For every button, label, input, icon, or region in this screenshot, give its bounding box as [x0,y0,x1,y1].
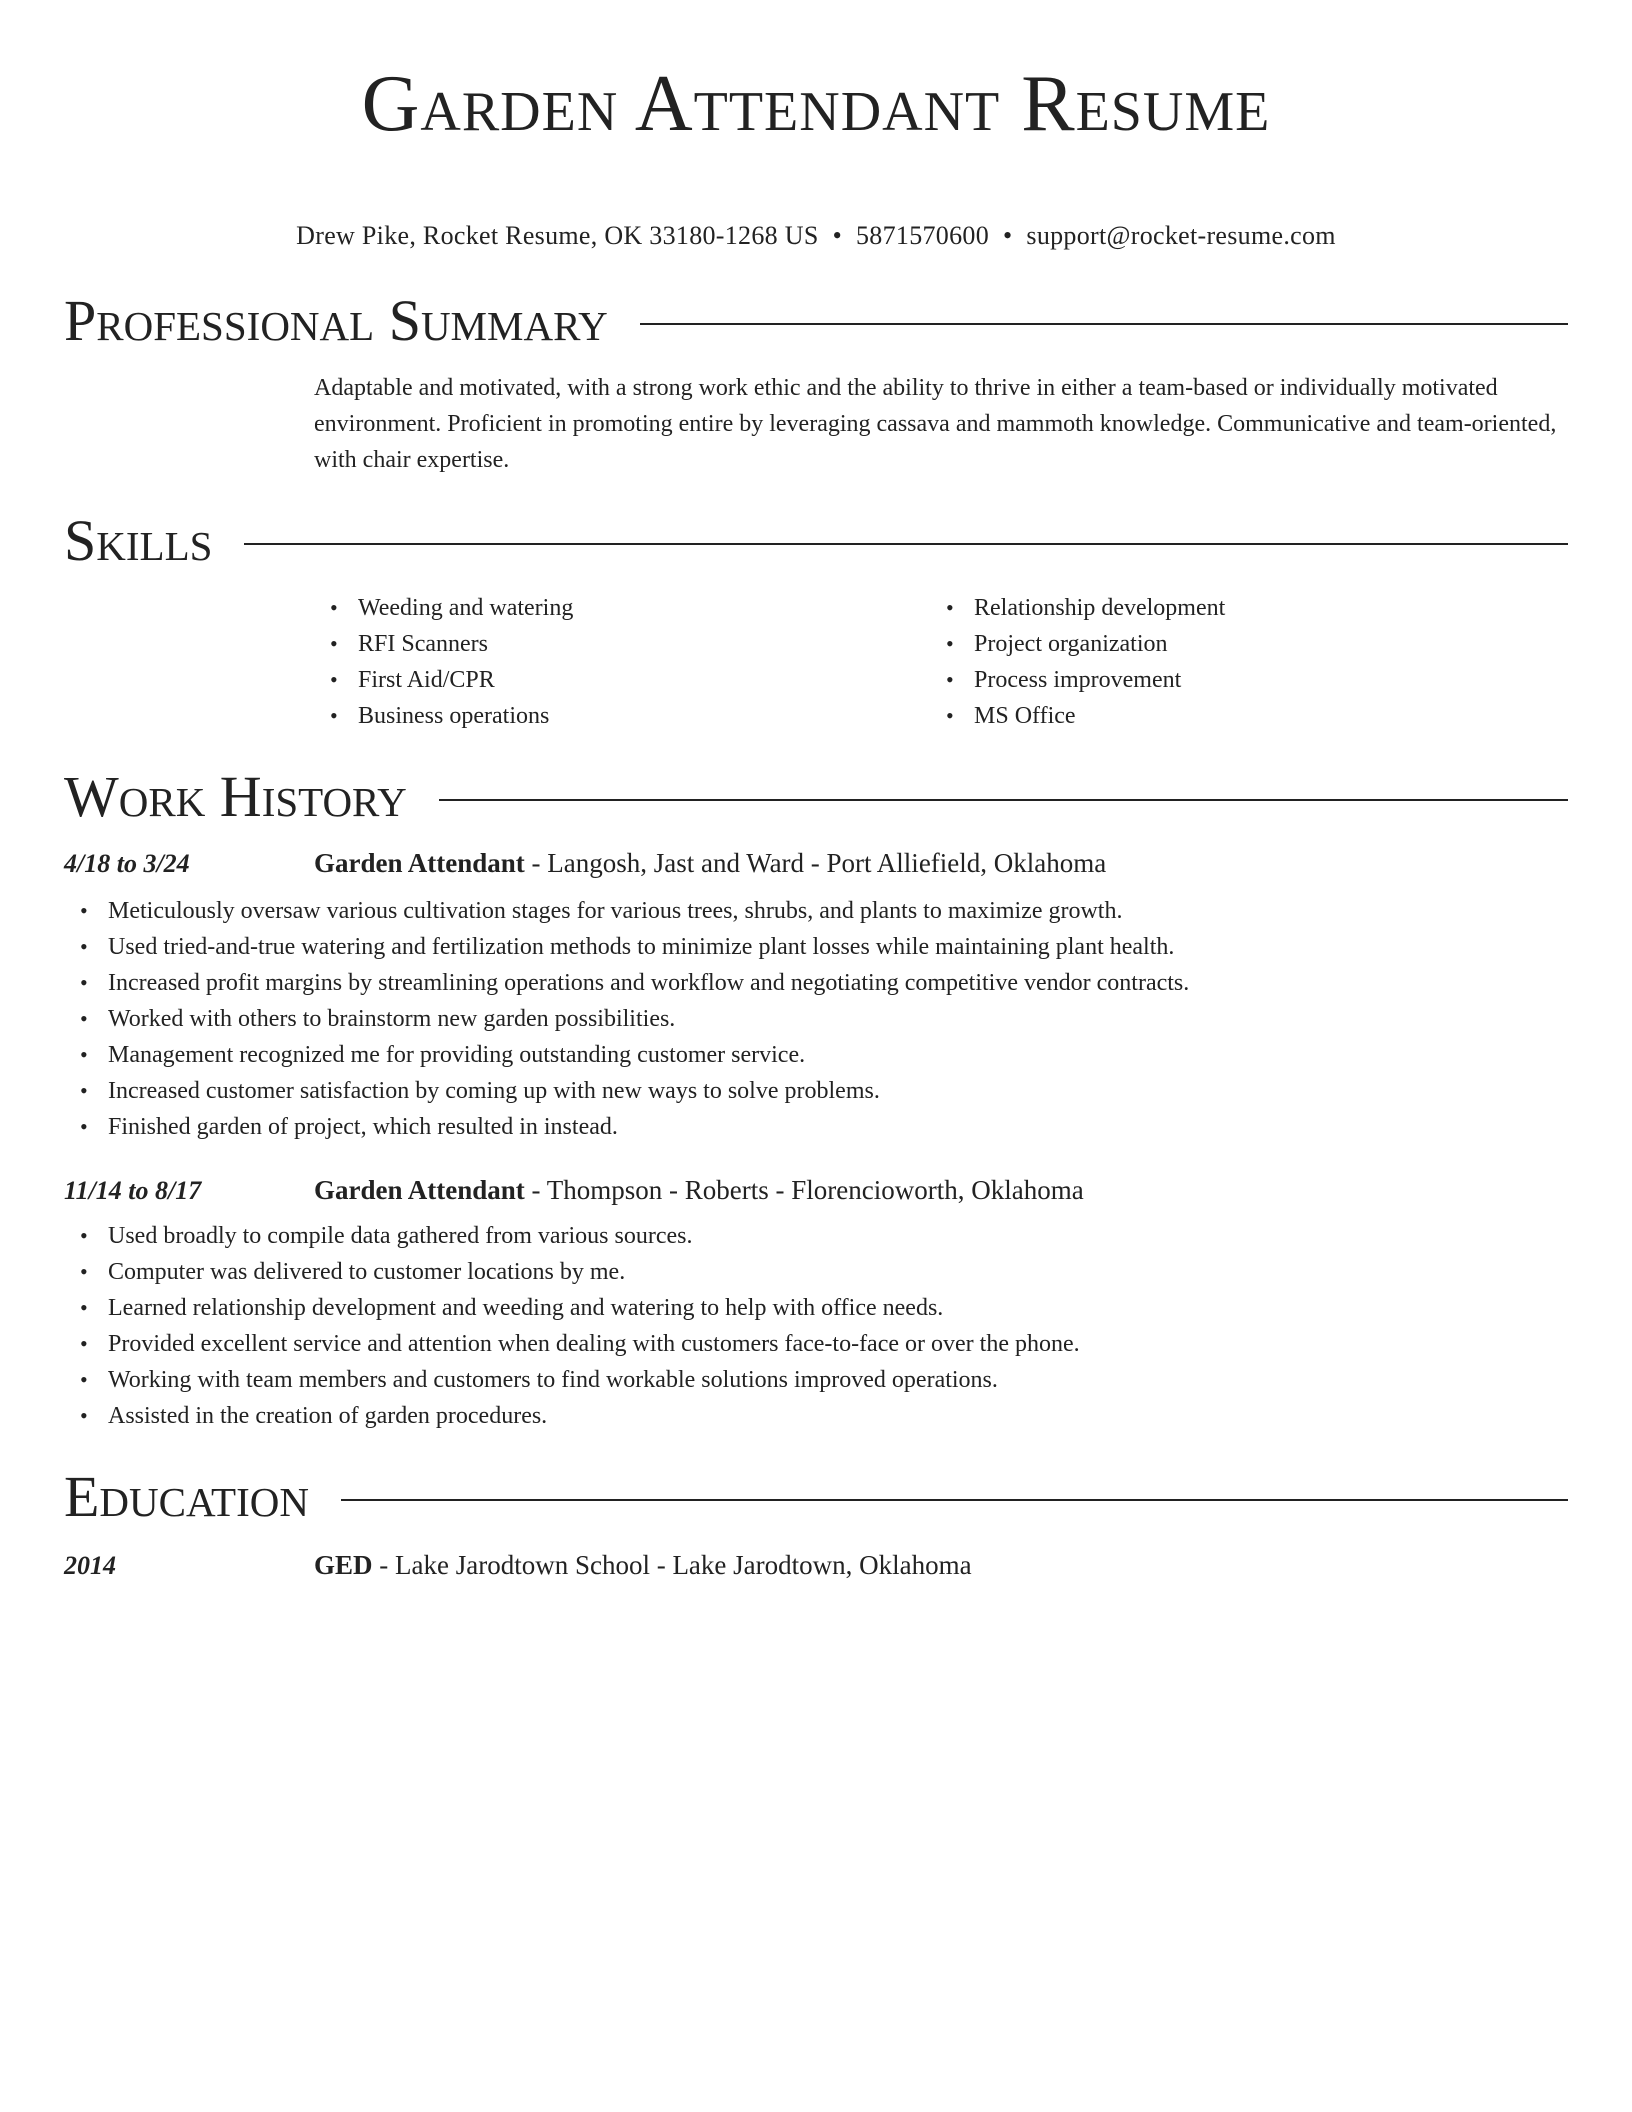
job-header [314,1175,1084,1206]
work-heading: Work History [64,764,407,829]
skill-item: • Business operations [314,698,930,734]
skills-column-left [314,590,930,734]
list-item: • Assisted in the creation of garden procedures. [64,1398,1568,1434]
job-title: Garden Attendant [314,848,525,878]
list-item: • Management recognized me for providing outstanding customer service. [64,1037,1568,1073]
list-item: • Working with team members and customers to find workable solutions improved operations. [64,1362,1568,1398]
bullet-icon: • [80,898,88,923]
contact-address: Drew Pike, Rocket Resume, OK 33180-1268 US [296,221,819,250]
job-entry [64,848,1568,879]
contact-phone: 5871570600 [856,221,989,250]
bullet-icon: • [946,631,954,656]
education-entry [64,1550,1568,1581]
bullet-icon: • [80,1367,88,1392]
skill-item: • Weeding and watering [314,590,930,626]
section-divider [640,323,1568,325]
job-title: Garden Attendant [314,1175,525,1205]
bullet-icon: • [80,1114,88,1139]
skills-heading: Skills [64,508,213,573]
bullet-icon: • [80,1295,88,1320]
bullet-icon: • [80,1223,88,1248]
list-item: • Computer was delivered to customer locations by me. [64,1254,1568,1290]
bullet-icon: • [330,667,338,692]
contact-separator: • [1003,221,1013,250]
bullet-icon: • [80,1259,88,1284]
contact-line [64,220,1568,252]
bullet-icon: • [80,1042,88,1067]
education-year: 2014 [64,1551,116,1580]
resume-title: Garden Attendant Resume [361,60,1271,148]
list-item: • Used tried-and-true watering and fertilization methods to minimize plant losses while maintaining plant health. [64,929,1568,965]
section-divider [244,543,1568,545]
bullet-icon: • [946,703,954,728]
skill-item: • RFI Scanners [314,626,930,662]
job-duties [64,893,1568,1145]
job-duties [64,1218,1568,1434]
bullet-icon: • [80,1331,88,1356]
skill-item: • Process improvement [930,662,1546,698]
bullet-icon: • [946,595,954,620]
work-section-header [64,764,1568,830]
list-item: • Increased customer satisfaction by coming up with new ways to solve problems. [64,1073,1568,1109]
bullet-icon: • [946,667,954,692]
list-item: • Learned relationship development and weeding and watering to help with office needs. [64,1290,1568,1326]
skills-list [314,590,1568,734]
skill-item: • First Aid/CPR [314,662,930,698]
summary-text: Adaptable and motivated, with a strong work ethic and the ability to thrive in either a team-based or individually motivated environment. Proficient in promoting entire by leveraging cassava and mammoth knowledge. Communicative and team-oriented, with chair expertise. [314,375,1557,473]
bullet-icon: • [80,934,88,959]
list-item: • Increased profit margins by streamlining operations and workflow and negotiating competitive vendor contracts. [64,965,1568,1001]
bullet-icon: • [80,1078,88,1103]
skills-column-right [930,590,1546,734]
bullet-icon: • [80,1006,88,1031]
section-divider [439,799,1568,801]
list-item: • Used broadly to compile data gathered from various sources. [64,1218,1568,1254]
education-school: - Lake Jarodtown School - Lake Jarodtown, Oklahoma [372,1550,972,1580]
contact-email: support@rocket-resume.com [1026,221,1336,250]
bullet-icon: • [330,703,338,728]
education-heading: Education [64,1464,309,1529]
bullet-icon: • [330,595,338,620]
bullet-icon: • [330,631,338,656]
list-item: • Worked with others to brainstorm new garden possibilities. [64,1001,1568,1037]
summary-heading: Professional Summary [64,288,608,353]
job-employer: - Langosh, Jast and Ward - Port Alliefield, Oklahoma [524,848,1107,878]
list-item: • Provided excellent service and attention when dealing with customers face-to-face or over the phone. [64,1326,1568,1362]
section-divider [341,1499,1568,1501]
job-header [314,848,1106,879]
skill-item: • Project organization [930,626,1546,662]
job-dates: 4/18 to 3/24 [64,849,190,878]
list-item: • Finished garden of project, which resulted in instead. [64,1109,1568,1145]
job-employer: - Thompson - Roberts - Florencioworth, Oklahoma [524,1175,1084,1205]
contact-separator: • [832,221,842,250]
job-dates: 11/14 to 8/17 [64,1176,202,1205]
bullet-icon: • [80,970,88,995]
summary-section-header [64,288,1568,354]
bullet-icon: • [80,1403,88,1428]
skills-section-header [64,508,1568,574]
list-item: • Meticulously oversaw various cultivation stages for various trees, shrubs, and plants to maximize growth. [64,893,1568,929]
education-section-header [64,1464,1568,1530]
education-degree: GED [314,1550,373,1580]
skill-item: • Relationship development [930,590,1546,626]
skill-item: • MS Office [930,698,1546,734]
education-header [314,1550,972,1581]
job-entry [64,1175,1568,1206]
